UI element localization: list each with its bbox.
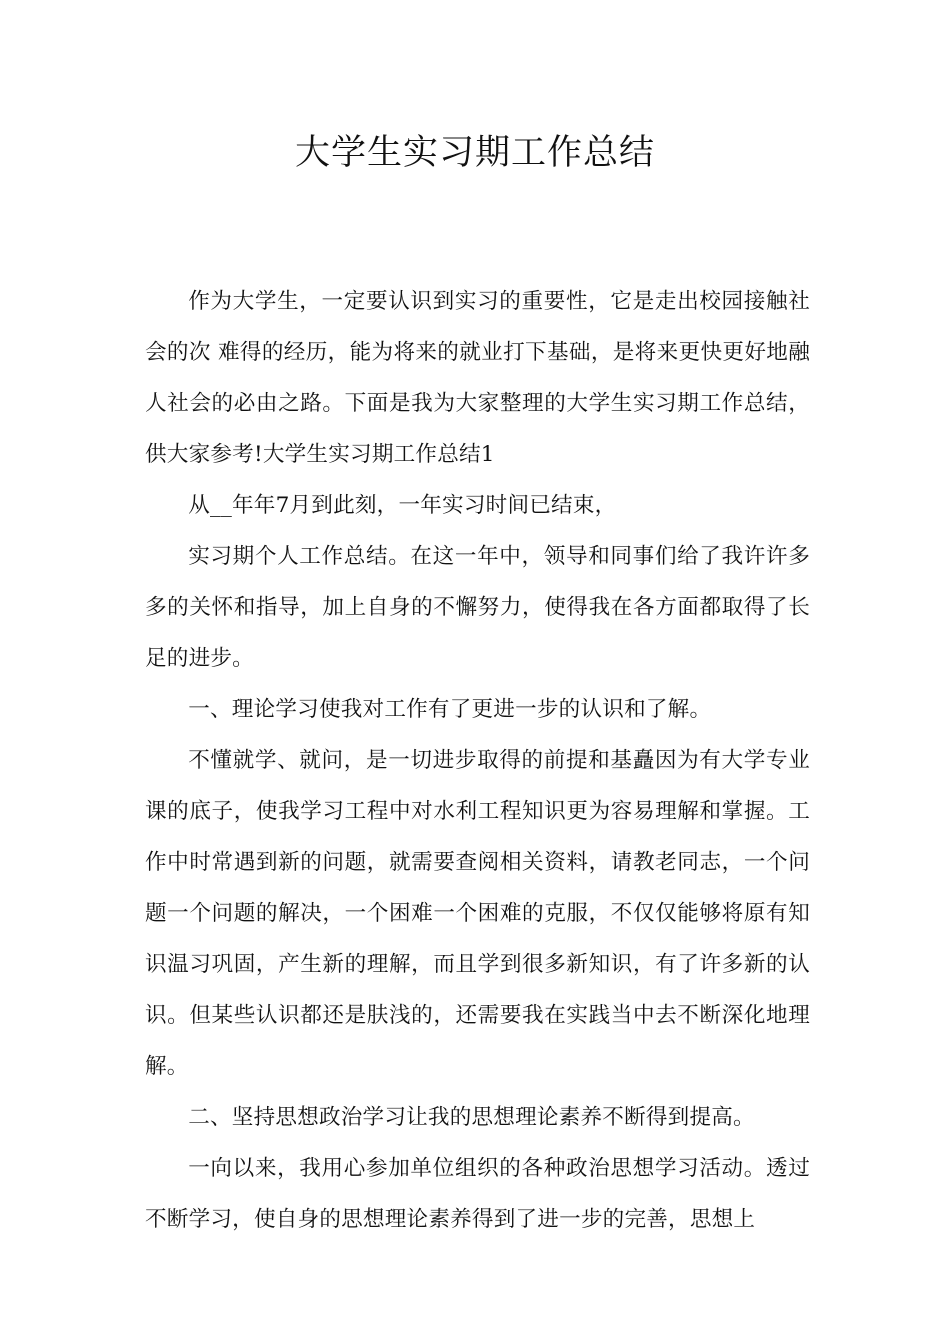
document-body (145, 276, 810, 1245)
document-title: 大学生实习期工作总结 (294, 133, 655, 173)
section-heading-politics: 二、坚持思想政治学习让我的思想理论素养不断得到提高。 (188, 1105, 755, 1130)
section-heading-theory: 一、理论学习使我对工作有了更进一步的认识和了解。 (188, 697, 712, 722)
paragraph-theory: 不懂就学、就问，是一切进步取得的前提和基矗因为有大学专业课的底子，使我学习工程中对水利工程知识更为容易理解和掌握。工作中时常遇到新的问题，就需要查阅相关资料，请教老同志，一个问题一个问题的解决，一个困难一个困难的克服，不仅仅能够将原有知识温习巩固，产生新的理解，而且学到很多新知识，有了许多新的认识。但某些认识都还是肤浅的，还需要我在实践当中去不断深化地理解。 (145, 748, 810, 1079)
paragraph-period: 从__年年7月到此刻，一年实习时间已结束， (188, 493, 617, 518)
paragraph-politics: 一向以来，我用心参加单位组织的各种政治思想学习活动。透过不断学习，使自身的思想理论素养得到了进一步的完善，思想上 (145, 1156, 810, 1232)
paragraph-summary: 实习期个人工作总结。在这一年中，领导和同事们给了我许许多多的关怀和指导，加上自身的不懈努力，使得我在各方面都取得了长足的进步。 (145, 544, 810, 671)
paragraph-intro: 作为大学生，一定要认识到实习的重要性，它是走出校园接触社会的次 难得的经历，能为将来的就业打下基础，是将来更快更好地融人社会的必由之路。下面是我为大家整理的大学生实习期工作总结，供大家参考!大学生实习期工作总结1 (145, 289, 810, 467)
